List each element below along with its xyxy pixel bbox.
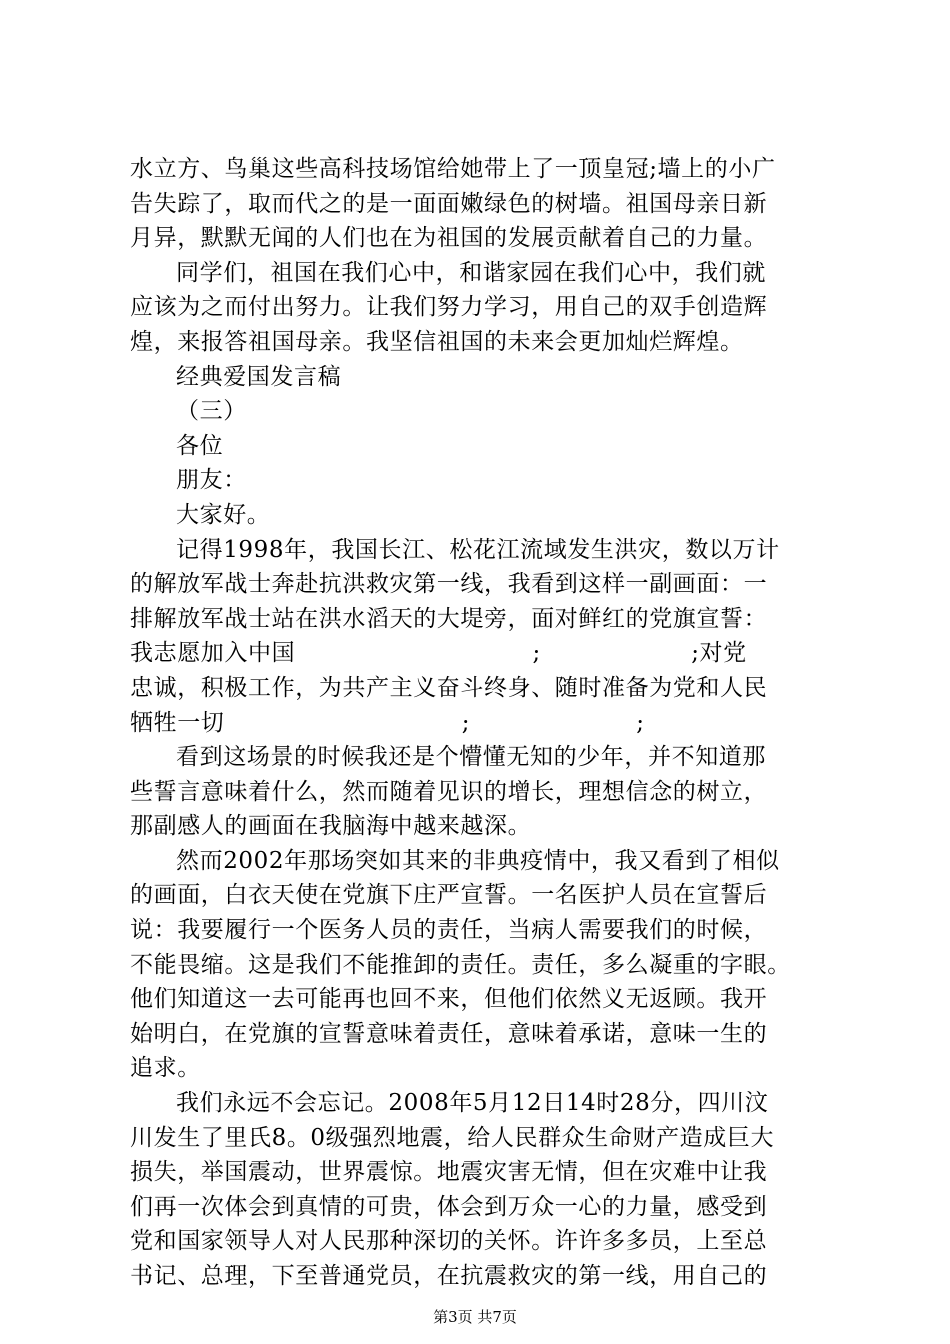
text-line: 月异，默默无闻的人们也在为祖国的发展贡献着自己的力量。	[130, 225, 768, 252]
text-line: 追求。	[130, 1055, 201, 1082]
text-line: 然而2002年那场突如其来的非典疫情中，我又看到了相似	[176, 847, 780, 874]
page-footer	[0, 1307, 950, 1327]
text-line: 始明白，在党旗的宣誓意味着责任，意味着承诺，意味一生的	[130, 1020, 768, 1047]
text-line: 损失，举国震动，世界震惊。地震灾害无情，但在灾难中让我	[130, 1159, 768, 1186]
greeting-line: 大家好。	[176, 501, 271, 528]
section-title: 经典爱国发言稿	[176, 363, 342, 390]
text-line: 书记、总理，下至普通党员，在抗震救灾的第一线，用自己的	[130, 1263, 768, 1289]
text-line: 看到这场景的时候我还是个懵懂无知的少年，并不知道那	[176, 744, 766, 771]
text-line: 不能畏缩。这是我们不能推卸的责任。责任，多么凝重的字眼。	[130, 951, 791, 978]
text-line: 的画面，白衣天使在党旗下庄严宣誓。一名医护人员在宣誓后	[130, 882, 768, 909]
document-body	[130, 152, 830, 1294]
text-line: 川发生了里氏8。0级强烈地震，给人民群众生命财产造成巨大	[130, 1124, 775, 1151]
text-line: 的解放军战士奔赴抗洪救灾第一线，我看到这样一副画面：一	[130, 571, 768, 598]
text-line: 忠诚，积极工作，为共产主义奋斗终身、随时准备为党和人民	[130, 674, 768, 701]
text-line: 们再一次体会到真情的可贵，体会到万众一心的力量，感受到	[130, 1193, 768, 1220]
text-line: 些誓言意味着什么，然而随着见识的增长，理想信念的树立，	[130, 778, 768, 805]
text-line: 同学们，祖国在我们心中，和谐家园在我们心中，我们就	[176, 259, 766, 286]
text-line: 牺牲一切 ; ;	[130, 709, 645, 736]
page-number-label: 第3页 共7页	[433, 1308, 517, 1326]
text-line: 应该为之而付出努力。让我们努力学习，用自己的双手创造辉	[130, 294, 768, 321]
section-number: （三）	[176, 398, 247, 425]
text-line: 我们永远不会忘记。2008年5月12日14时28分，四川汶	[176, 1090, 769, 1117]
text-line: 煌，来报答祖国母亲。我坚信祖国的未来会更加灿烂辉煌。	[130, 328, 744, 355]
text-line: 党和国家领导人对人民那种深切的关怀。许许多多员，上至总	[130, 1228, 768, 1255]
text-line: 说：我要履行一个医务人员的责任，当病人需要我们的时候，	[130, 917, 768, 944]
text-line: 我志愿加入中国 ; ;对党	[130, 640, 747, 667]
text-line: 告失踪了，取而代之的是一面面嫩绿色的树墙。祖国母亲日新	[130, 190, 768, 217]
salutation-line: 朋友：	[176, 467, 247, 494]
salutation-line: 各位	[176, 432, 224, 459]
text-line: 水立方、鸟巢这些高科技场馆给她带上了一顶皇冠;墙上的小广	[130, 156, 776, 182]
text-line: 排解放军战士站在洪水滔天的大堤旁，面对鲜红的党旗宣誓：	[130, 605, 768, 632]
text-line: 记得1998年，我国长江、松花江流域发生洪灾，数以万计	[176, 536, 780, 563]
text-line: 那副感人的画面在我脑海中越来越深。	[130, 813, 532, 840]
text-line: 他们知道这一去可能再也回不来，但他们依然义无返顾。我开	[130, 986, 768, 1013]
